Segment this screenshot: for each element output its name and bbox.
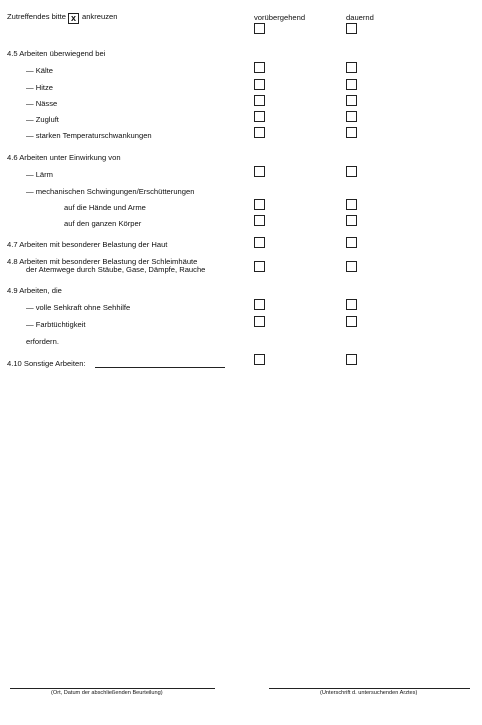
item-kaelte-label: — Kälte <box>26 66 54 75</box>
item-sehkraft-label: — volle Sehkraft ohne Sehhilfe <box>26 303 131 312</box>
instruction-suffix: ankreuzen <box>81 12 118 21</box>
section-4-10-label: 4.10 Sonstige Arbeiten: <box>7 359 86 368</box>
checkbox-schleimhaeute-permanent[interactable] <box>346 261 357 272</box>
sonstige-arbeiten-fill-line[interactable] <box>95 367 225 368</box>
checkbox-kaelte-temporary[interactable] <box>254 62 265 73</box>
checkbox-farbtuechtigkeit-permanent[interactable] <box>346 316 357 327</box>
checkbox-hitze-temporary[interactable] <box>254 79 265 90</box>
checkbox-koerper-temporary[interactable] <box>254 215 265 226</box>
section-4-9-heading: 4.9 Arbeiten, die <box>7 286 62 295</box>
item-naesse-label: — Nässe <box>26 99 58 108</box>
checkbox-haut-permanent[interactable] <box>346 237 357 248</box>
checkbox-sehkraft-permanent[interactable] <box>346 299 357 310</box>
instruction-prefix: Zutreffendes bitte <box>7 12 66 21</box>
checkbox-haut-temporary[interactable] <box>254 237 265 248</box>
checkbox-zugluft-temporary[interactable] <box>254 111 265 122</box>
checkbox-temperatur-temporary[interactable] <box>254 127 265 138</box>
checkbox-naesse-temporary[interactable] <box>254 95 265 106</box>
section-4-6-heading: 4.6 Arbeiten unter Einwirkung von <box>7 153 121 162</box>
checkbox-farbtuechtigkeit-temporary[interactable] <box>254 316 265 327</box>
item-ganzer-koerper-label: auf den ganzen Körper <box>64 219 142 228</box>
item-temperaturschwankungen-label: — starken Temperaturschwankungen <box>26 131 152 140</box>
checkbox-schleimhaeute-temporary[interactable] <box>254 261 265 272</box>
doctor-signature-caption: (Unterschrift d. untersuchenden Arztes) <box>320 690 418 696</box>
item-zugluft-label: — Zugluft <box>26 115 59 124</box>
checkbox-koerper-permanent[interactable] <box>346 215 357 226</box>
checkbox-laerm-permanent[interactable] <box>346 166 357 177</box>
checkbox-sehkraft-temporary[interactable] <box>254 299 265 310</box>
checkbox-laerm-temporary[interactable] <box>254 166 265 177</box>
checkbox-kaelte-permanent[interactable] <box>346 62 357 73</box>
column-header-temporary: vorübergehend <box>254 13 306 22</box>
checkbox-haende-temporary[interactable] <box>254 199 265 210</box>
header-checkbox-temporary[interactable] <box>254 23 265 34</box>
header-checkbox-permanent[interactable] <box>346 23 357 34</box>
section-4-8-label: 4.8 Arbeiten mit besonderer Belastung der Schleimhäute <box>7 257 198 266</box>
place-date-signature-line[interactable] <box>10 688 215 689</box>
checkbox-temperatur-permanent[interactable] <box>346 127 357 138</box>
item-farbtuechtigkeit-label: — Farbtüchtigkeit <box>26 320 86 329</box>
checkbox-hitze-permanent[interactable] <box>346 79 357 90</box>
section-4-8-label-cont: der Atemwege durch Stäube, Gase, Dämpfe, Rauche <box>26 265 206 274</box>
instruction-line <box>7 12 117 24</box>
checkbox-sonstige-temporary[interactable] <box>254 354 265 365</box>
doctor-signature-line[interactable] <box>269 688 470 689</box>
place-date-caption: (Ort, Datum der abschließenden Beurteilung) <box>51 690 163 696</box>
item-haende-arme-label: auf die Hände und Arme <box>64 203 146 212</box>
item-hitze-label: — Hitze <box>26 83 54 92</box>
item-laerm-label: — Lärm <box>26 170 54 179</box>
section-4-7-label: 4.7 Arbeiten mit besonderer Belastung der Haut <box>7 240 168 249</box>
checkbox-haende-permanent[interactable] <box>346 199 357 210</box>
column-header-permanent: dauernd <box>346 13 374 22</box>
item-erfordern-label: erfordern. <box>26 337 59 346</box>
checkbox-naesse-permanent[interactable] <box>346 95 357 106</box>
checkbox-sonstige-permanent[interactable] <box>346 354 357 365</box>
example-checked-box: x <box>68 13 79 24</box>
checkbox-zugluft-permanent[interactable] <box>346 111 357 122</box>
section-4-5-heading: 4.5 Arbeiten überwiegend bei <box>7 49 106 58</box>
item-schwingungen-label: — mechanischen Schwingungen/Erschütterungen <box>26 187 195 196</box>
